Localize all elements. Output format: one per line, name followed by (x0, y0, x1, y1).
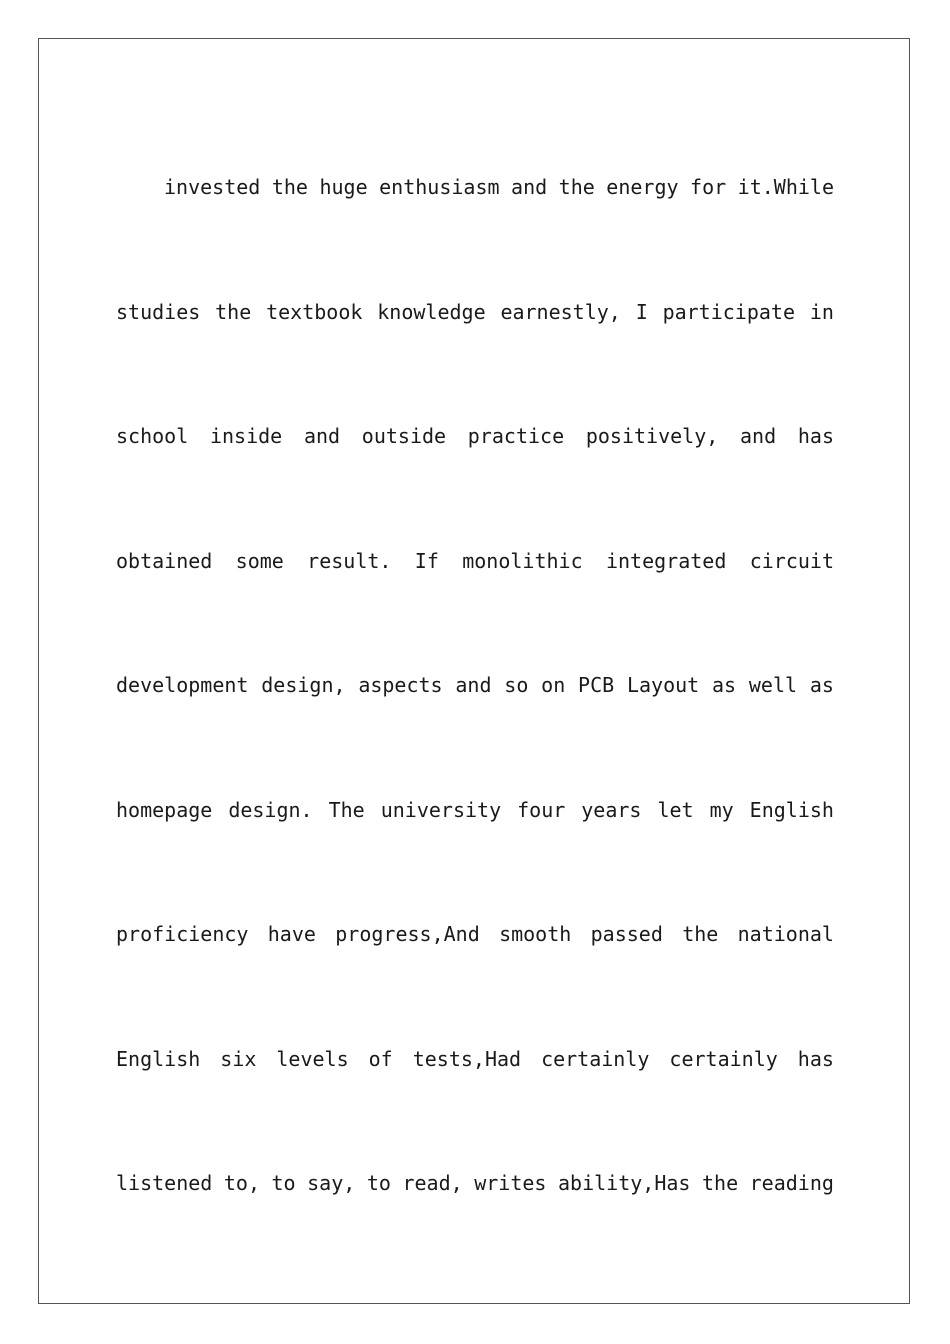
word: outside (361, 424, 447, 448)
word: Layout (626, 673, 700, 697)
word: earnestly, (500, 299, 621, 324)
word: obtained (116, 548, 213, 573)
word: to (271, 1171, 296, 1195)
word: English (749, 797, 834, 822)
word: well (748, 673, 798, 697)
word: levels (276, 1046, 349, 1071)
word: say, (307, 1171, 356, 1195)
word: PCB (578, 673, 615, 697)
word: If (414, 548, 439, 573)
word: and (455, 673, 492, 697)
text-line (116, 623, 834, 748)
word: passed (590, 922, 663, 946)
word: enthusiasm (379, 175, 500, 199)
word: on (541, 673, 566, 697)
word: the (215, 299, 252, 324)
word: circuit (749, 548, 834, 573)
word: the (558, 175, 595, 199)
word: to (366, 1171, 391, 1195)
word: development (116, 673, 249, 697)
word: read, (402, 1171, 463, 1195)
word: in (809, 299, 834, 324)
word: and (303, 424, 341, 448)
word: result. (307, 548, 392, 573)
word: integrated (605, 548, 727, 573)
word: years (581, 797, 642, 822)
word: for (690, 175, 727, 199)
word: certainly (541, 1046, 650, 1071)
word: as (711, 673, 737, 697)
word: design. (228, 797, 313, 822)
word: has (797, 424, 834, 448)
text-line (116, 374, 834, 499)
word: listened (116, 1171, 213, 1195)
word: huge (319, 175, 368, 199)
text-line (116, 997, 834, 1122)
word: the (682, 922, 719, 946)
word: writes (474, 1171, 547, 1195)
word: I (635, 299, 648, 324)
word: of (368, 1046, 393, 1071)
word: school (116, 424, 189, 448)
text-line (116, 1121, 834, 1246)
word: English (116, 1046, 201, 1071)
body-paragraph (116, 125, 834, 1246)
word: progress,And (335, 922, 480, 946)
word: studies (116, 299, 201, 324)
word: the (701, 1171, 739, 1195)
word: positively, (585, 424, 719, 448)
word: some (235, 548, 284, 573)
word: proficiency (116, 922, 249, 946)
word: aspects (358, 673, 443, 697)
word: so (504, 673, 529, 697)
word: certainly (669, 1046, 778, 1071)
word: reading (749, 1171, 834, 1195)
word: has (797, 1046, 834, 1071)
word: six (220, 1046, 257, 1071)
word: design, (261, 673, 346, 697)
word: The (328, 797, 365, 822)
word: homepage (116, 797, 213, 822)
word: monolithic (462, 548, 583, 573)
word: ability,Has (558, 1171, 691, 1195)
word: it.While (737, 175, 834, 199)
word: inside (209, 424, 283, 448)
word: smooth (499, 922, 572, 946)
word: invested (164, 175, 261, 199)
word: to, (223, 1171, 260, 1195)
word: knowledge (377, 299, 486, 324)
word: tests,Had (412, 1046, 522, 1071)
text-line (116, 125, 834, 250)
word: energy (606, 175, 679, 199)
word: and (511, 175, 548, 199)
word: have (267, 922, 316, 946)
word: my (709, 797, 734, 822)
word: let (657, 797, 694, 822)
word: as (809, 673, 834, 697)
word: national (737, 922, 834, 946)
text-line (116, 250, 834, 375)
word: and (740, 424, 777, 448)
text-line (116, 872, 834, 997)
word: participate (662, 299, 796, 324)
word: practice (467, 424, 565, 448)
text-line (116, 748, 834, 873)
word: textbook (266, 299, 363, 324)
word: the (271, 175, 308, 199)
word: university (380, 797, 502, 822)
text-line (116, 499, 834, 624)
word: four (517, 797, 566, 822)
